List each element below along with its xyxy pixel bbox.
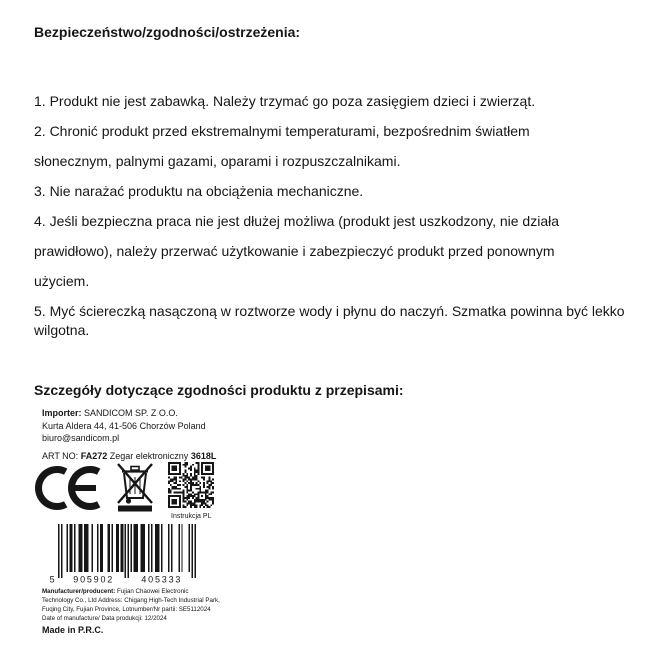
barcode-bar	[74, 524, 75, 572]
barcode-bar	[131, 524, 132, 572]
article-model: 3618L	[190, 451, 217, 461]
barcode-bar	[107, 524, 110, 572]
barcode-right-digits: 405333	[141, 574, 183, 585]
safety-line: 5. Myć ściereczką nasączoną w roztworze wody i płynu do naczyń. Szmatka powinna być lekko	[34, 302, 625, 319]
barcode-bar	[84, 524, 88, 572]
barcode-bar	[189, 524, 190, 572]
barcode-bar	[148, 524, 149, 572]
barcode-first-digit: 5	[49, 574, 57, 585]
safety-line: 2. Chronić produkt przed ekstremalnymi temperaturami, bezpośrednim światłem	[34, 123, 530, 139]
cleaning-instruction	[34, 302, 625, 340]
importer-line	[42, 407, 178, 419]
barcode-bar	[151, 524, 152, 572]
safety-line: wilgotna.	[34, 321, 90, 338]
crossed-out-bin-icon	[113, 459, 157, 514]
barcode-bar	[168, 524, 169, 572]
manufacturer-line: Fuqing City, Fujian Province, Lotnumber/Nr partii: SE5112024	[42, 606, 211, 614]
barcode-bar	[191, 524, 192, 578]
barcode-bar	[116, 524, 119, 572]
safety-line: użyciem.	[34, 273, 90, 289]
barcode-left-digits: 905902	[73, 574, 115, 585]
barcode-bar	[112, 524, 113, 572]
manufacturer-name: Fujian Chaowei Electronic	[116, 587, 189, 595]
barcode-bar	[155, 524, 159, 572]
barcode-bar	[91, 524, 92, 572]
manufacturer-line: Date of manufacture/ Data produkcji: 12/2024	[42, 615, 167, 623]
safety-heading: Bezpieczeństwo/zgodności/ostrzeżenia:	[34, 24, 301, 40]
importer-address: Kurta Aldera 44, 41-506 Chorzów Poland	[42, 421, 206, 431]
importer-email: biuro@sandicom.pl	[42, 433, 120, 443]
safety-line: 1. Produkt nie jest zabawką. Należy trzymać go poza zasięgiem dzieci i zwierząt.	[34, 93, 536, 109]
barcode-bar	[171, 524, 172, 572]
barcode-bar	[194, 524, 195, 578]
importer-label: Importer:	[42, 408, 82, 418]
barcode-bar	[181, 524, 182, 572]
safety-line: 3. Nie narażać produktu na obciążenia mechaniczne.	[34, 183, 364, 199]
safety-line: 4. Jeśli bezpieczna praca nie jest dłużej możliwa (produkt jest uszkodzony, nie działa	[34, 213, 560, 229]
article-number: FA272	[80, 451, 108, 461]
manufacturer-label: Manufacturer/producent:	[42, 587, 116, 595]
barcode-bar	[120, 524, 123, 572]
barcode-bar	[133, 524, 137, 572]
barcode-bar	[178, 524, 179, 572]
barcode-bar	[58, 524, 59, 578]
article-description: Zegar elektroniczny	[109, 451, 189, 461]
barcode-bar	[67, 524, 68, 572]
barcode	[40, 520, 210, 586]
importer-name: SANDICOM SP. Z O.O.	[84, 408, 178, 418]
manufacturer-block	[42, 587, 220, 624]
safety-line: prawidłowo), należy przerwać użytkowanie i zabezpieczyć produkt przed ponownym	[34, 243, 555, 259]
article-label: ART NO:	[42, 451, 79, 461]
barcode-bar	[78, 524, 82, 572]
manufacturer-line: Technology Co., Ltd Address: Chigang High-Tech Industrial Park,	[42, 596, 220, 604]
barcode-bar	[97, 524, 98, 572]
barcode-bar	[61, 524, 62, 578]
ce-mark-icon	[34, 464, 104, 512]
barcode-bar	[161, 524, 162, 572]
compliance-heading: Szczegóły dotyczące zgodności produktu z przepisami:	[34, 382, 404, 398]
barcode-bar	[125, 524, 126, 578]
safety-line: słonecznym, palnymi gazami, oparami i rozpuszczalnikami.	[34, 153, 401, 169]
country-of-origin: Made in P.R.C.	[42, 625, 104, 635]
barcode-bar	[70, 524, 73, 572]
qr-caption: Instrukcja PL	[171, 513, 212, 520]
safety-instructions	[34, 86, 625, 340]
qr-code-icon	[168, 462, 214, 508]
manufacturer-line	[42, 587, 220, 596]
barcode-bar	[100, 524, 103, 572]
barcode-bar	[141, 524, 145, 572]
barcode-bar	[128, 524, 129, 578]
